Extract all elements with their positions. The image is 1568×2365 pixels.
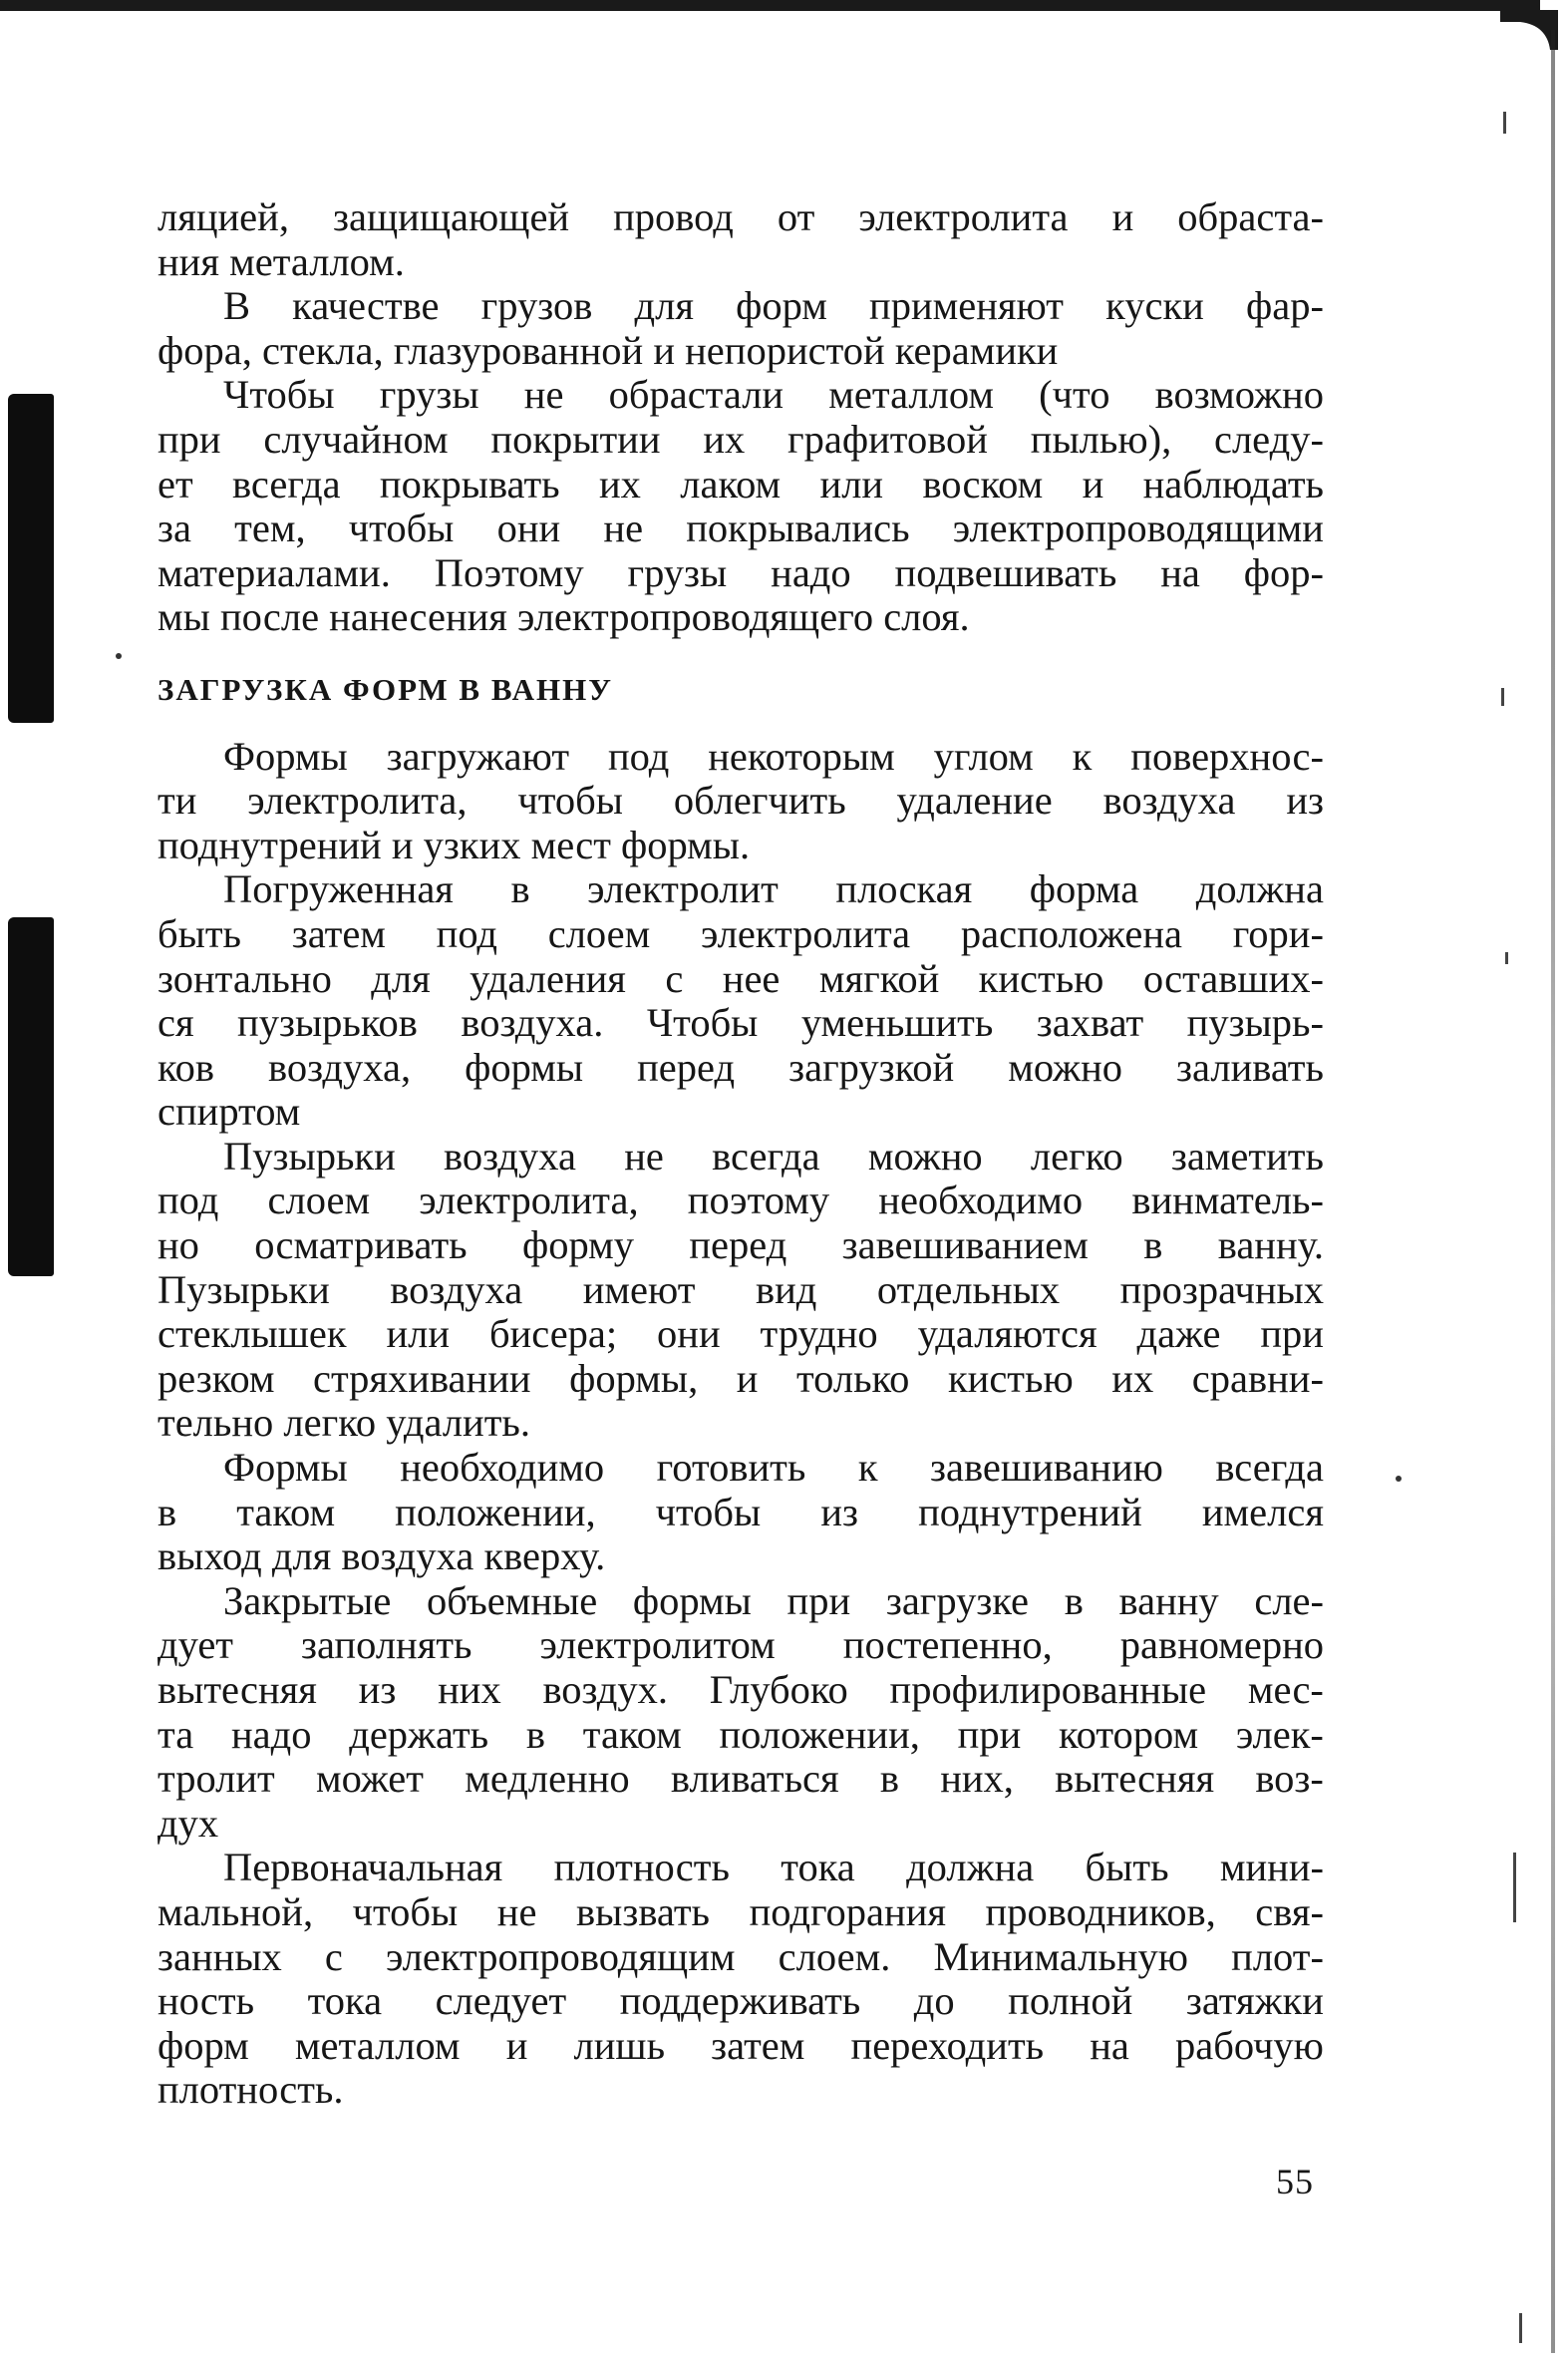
page-corner-mark [1500, 10, 1558, 50]
paragraph [157, 867, 1324, 1135]
text-line: Пузырьки воздуха имеют вид отдельных прозрачных [157, 1266, 1324, 1312]
text-line: дух [157, 1800, 219, 1846]
text-line: стеклышек или бисера; они трудно удаляются даже при [157, 1311, 1324, 1357]
text-line: дует заполнять электролитом постепенно, равномерно [157, 1622, 1324, 1668]
paragraph [157, 1579, 1324, 1847]
scan-speck [116, 653, 122, 659]
text-line: Пузырьки воздуха не всегда можно легко заметить [223, 1133, 1324, 1179]
paragraphs-before-heading [157, 195, 1324, 640]
text-line: форм металлом и лишь затем переходить на рабочую [157, 2022, 1324, 2068]
text-line: Первоначальная плотность тока должна быть мини- [223, 1845, 1324, 1890]
text-line: выход для воздуха кверху. [157, 1533, 606, 1579]
scan-tick [1519, 2313, 1522, 2343]
binding-shadow-upper [8, 394, 54, 723]
page-number: 55 [1276, 2162, 1314, 2201]
scan-tick [1505, 952, 1508, 964]
scan-top-edge [0, 0, 1540, 11]
section-heading: ЗАГРУЗКА ФОРМ В ВАННУ [157, 671, 613, 707]
scan-speck [1396, 1476, 1402, 1482]
text-line: Погруженная в электролит плоская форма должна [223, 866, 1324, 912]
paragraph [157, 1846, 1324, 2113]
text-line: при случайном покрытии их графитовой пылью), следу- [157, 416, 1324, 462]
scan-tick [1501, 688, 1504, 706]
text-line: ков воздуха, формы перед загрузкой можно заливать [157, 1044, 1324, 1090]
text-line: та надо держать в таком положении, при котором элек- [157, 1711, 1324, 1757]
text-line: фора, стекла, глазурованной и непористой керамики [157, 327, 1059, 373]
text-line: мы после нанесения электропроводящего слоя. [157, 594, 970, 640]
text-line: ся пузырьков воздуха. Чтобы уменьшить захват пузырь- [157, 1000, 1324, 1046]
paragraph [157, 1446, 1324, 1579]
text-line: ния металлом. [157, 238, 405, 284]
text-line: ти электролита, чтобы облегчить удаление воздуха из [157, 778, 1324, 824]
paragraph [157, 284, 1324, 373]
text-line: тельно легко удалить. [157, 1400, 531, 1446]
text-line: ность тока следует поддерживать до полной затяжки [157, 1978, 1324, 2024]
paragraphs-after-heading [157, 735, 1324, 2113]
text-line: Чтобы грузы не обрастали металлом (что возможно [223, 372, 1324, 418]
text-line: резком стряхивании формы, и только кистью их сравни- [157, 1355, 1324, 1401]
text-line: спиртом [157, 1089, 301, 1135]
text-line: в таком положении, чтобы из поднутрений имелся [157, 1489, 1324, 1534]
page-text [157, 195, 1324, 2113]
text-line: быть затем под слоем электролита расположена гори- [157, 910, 1324, 956]
text-line: под слоем электролита, поэтому необходимо винматель- [157, 1178, 1324, 1223]
paragraph [157, 735, 1324, 868]
text-line: материалами. Поэтому грузы надо подвешивать на фор- [157, 549, 1324, 595]
text-line: поднутрений и узких мест формы. [157, 822, 751, 867]
text-line: В качестве грузов для форм применяют куски фар- [223, 283, 1324, 329]
paragraph [157, 1135, 1324, 1446]
text-line: тролит может медленно вливаться в них, вытесняя воз- [157, 1756, 1324, 1802]
scan-tick [1503, 112, 1506, 134]
text-line: ляцией, защищающей провод от электролита и обраста- [157, 194, 1324, 239]
text-line: ет всегда покрывать их лаком или воском и наблюдать [157, 461, 1324, 507]
text-line: Закрытые объемные формы при загрузке в ванну сле- [223, 1577, 1324, 1623]
text-line: мальной, чтобы не вызвать подгорания проводников, свя- [157, 1888, 1324, 1934]
text-line: вытесняя из них воздух. Глубоко профилированные мес- [157, 1667, 1324, 1712]
text-line: занных с электропроводящим слоем. Минимальную плот- [157, 1933, 1324, 1979]
text-line: Формы загружают под некоторым углом к поверхнос- [223, 733, 1324, 779]
scan-tick [1513, 1853, 1516, 1922]
paragraph [157, 195, 1324, 284]
binding-shadow-lower [8, 917, 54, 1276]
text-line: зонтально для удаления с нее мягкой кистью оставших- [157, 955, 1324, 1001]
scan-right-edge [1551, 30, 1555, 2353]
paragraph [157, 373, 1324, 640]
text-line: плотность. [157, 2067, 344, 2113]
text-line: но осматривать форму перед завешиванием в ванну. [157, 1222, 1324, 1268]
text-line: Формы необходимо готовить к завешиванию всегда [223, 1445, 1324, 1491]
text-line: за тем, чтобы они не покрывались электропроводящими [157, 506, 1324, 551]
